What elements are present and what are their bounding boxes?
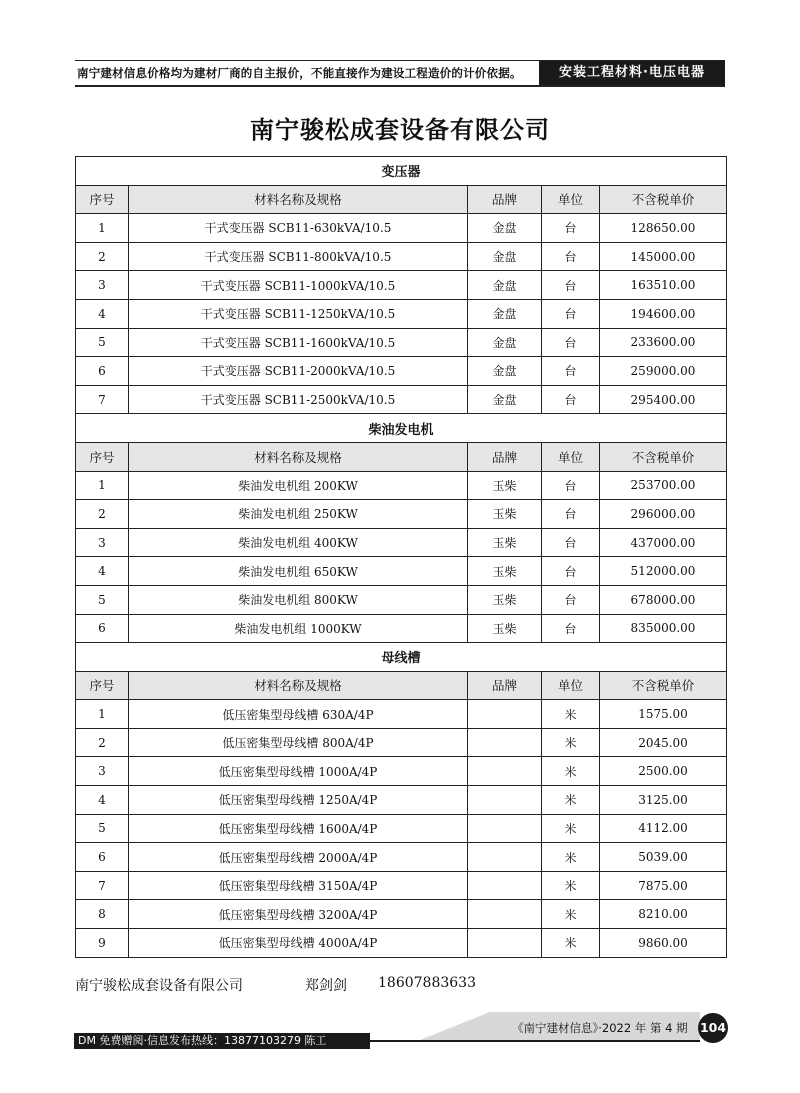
table-row [76,585,727,614]
price-notice: 南宁建材信息价格均为建材厂商的自主报价，不能直接作为建设工程造价的计价依据。 [77,66,522,80]
column-header-name-spec: 材料名称及规格 [129,185,468,214]
cell-brand: 玉柴 [468,557,542,586]
bottom-rule [370,1040,700,1042]
cell-brand [468,929,542,958]
column-header-row [76,442,727,471]
cell-index: 5 [76,328,129,357]
cell-price: 128650.00 [600,214,727,243]
column-header-price: 不含税单价 [600,185,727,214]
column-header-row [76,185,727,214]
section-header [76,643,727,672]
company-title: 南宁骏松成套设备有限公司 [250,116,550,144]
cell-price: 8210.00 [600,900,727,929]
cell-unit: 台 [542,585,600,614]
cell-name-spec: 低压密集型母线槽 1000A/4P [129,757,468,786]
table-row [76,271,727,300]
cell-name-spec: 干式变压器 SCB11-1000kVA/10.5 [129,271,468,300]
cell-brand: 金盘 [468,385,542,414]
cell-brand: 玉柴 [468,471,542,500]
cell-index: 3 [76,528,129,557]
cell-brand [468,757,542,786]
cell-index: 2 [76,728,129,757]
cell-brand [468,786,542,815]
cell-brand: 金盘 [468,214,542,243]
cell-price: 145000.00 [600,242,727,271]
cell-price: 512000.00 [600,557,727,586]
cell-brand: 金盘 [468,299,542,328]
cell-index: 4 [76,299,129,328]
footer-company: 南宁骏松成套设备有限公司 [75,978,243,994]
cell-unit: 台 [542,471,600,500]
cell-unit: 米 [542,700,600,729]
cell-unit: 米 [542,786,600,815]
table-row [76,700,727,729]
column-header-brand: 品牌 [468,671,542,700]
cell-name-spec: 柴油发电机组 1000KW [129,614,468,643]
cell-unit: 台 [542,271,600,300]
cell-brand: 玉柴 [468,500,542,529]
cell-index: 4 [76,557,129,586]
cell-unit: 米 [542,929,600,958]
top-banner [75,60,725,87]
cell-brand [468,900,542,929]
cell-unit: 台 [542,557,600,586]
table-row [76,814,727,843]
cell-name-spec: 柴油发电机组 400KW [129,528,468,557]
cell-unit: 台 [542,614,600,643]
cell-brand: 金盘 [468,242,542,271]
cell-brand: 金盘 [468,328,542,357]
column-header-index: 序号 [76,185,129,214]
cell-brand [468,814,542,843]
cell-unit: 台 [542,328,600,357]
column-header-unit: 单位 [542,671,600,700]
cell-index: 6 [76,843,129,872]
cell-unit: 米 [542,814,600,843]
cell-price: 7875.00 [600,871,727,900]
cell-index: 2 [76,500,129,529]
cell-unit: 台 [542,242,600,271]
journal-issue: 《南宁建材信息》·2022 年 第 4 期 [512,1021,688,1035]
column-header-brand: 品牌 [468,185,542,214]
cell-unit: 米 [542,728,600,757]
cell-unit: 米 [542,871,600,900]
cell-name-spec: 干式变压器 SCB11-800kVA/10.5 [129,242,468,271]
table-row [76,528,727,557]
cell-name-spec: 柴油发电机组 250KW [129,500,468,529]
cell-price: 3125.00 [600,786,727,815]
table-row [76,242,727,271]
cell-name-spec: 低压密集型母线槽 4000A/4P [129,929,468,958]
column-header-price: 不含税单价 [600,442,727,471]
table-row [76,757,727,786]
column-header-index: 序号 [76,442,129,471]
cell-index: 5 [76,814,129,843]
cell-price: 678000.00 [600,585,727,614]
cell-index: 3 [76,757,129,786]
cell-price: 233600.00 [600,328,727,357]
cell-brand: 玉柴 [468,528,542,557]
column-header-price: 不含税单价 [600,671,727,700]
cell-name-spec: 低压密集型母线槽 1250A/4P [129,786,468,815]
page-number: 104 [698,1013,728,1043]
cell-index: 9 [76,929,129,958]
cell-name-spec: 低压密集型母线槽 3200A/4P [129,900,468,929]
table-row [76,328,727,357]
cell-brand [468,843,542,872]
cell-unit: 米 [542,843,600,872]
table-row [76,929,727,958]
table-row [76,500,727,529]
cell-brand: 金盘 [468,271,542,300]
cell-unit: 米 [542,900,600,929]
column-header-unit: 单位 [542,185,600,214]
footer-contact-name: 郑剑剑 [305,978,347,994]
cell-unit: 台 [542,528,600,557]
cell-price: 2500.00 [600,757,727,786]
cell-brand [468,728,542,757]
cell-name-spec: 低压密集型母线槽 2000A/4P [129,843,468,872]
cell-unit: 台 [542,299,600,328]
cell-index: 1 [76,700,129,729]
hotline-strip: DM 免费赠阅·信息发布热线：13877103279 陈工 [74,1033,370,1049]
table-row [76,871,727,900]
cell-price: 4112.00 [600,814,727,843]
table-row [76,357,727,386]
price-table [75,156,727,958]
cell-brand: 金盘 [468,357,542,386]
cell-name-spec: 干式变压器 SCB11-630kVA/10.5 [129,214,468,243]
cell-brand: 玉柴 [468,614,542,643]
table-row [76,214,727,243]
table-row [76,728,727,757]
cell-unit: 米 [542,757,600,786]
cell-price: 259000.00 [600,357,727,386]
cell-index: 4 [76,786,129,815]
cell-name-spec: 低压密集型母线槽 630A/4P [129,700,468,729]
cell-name-spec: 干式变压器 SCB11-2500kVA/10.5 [129,385,468,414]
cell-index: 8 [76,900,129,929]
cell-brand [468,871,542,900]
section-title: 母线槽 [76,643,727,672]
column-header-name-spec: 材料名称及规格 [129,671,468,700]
table-row [76,557,727,586]
section-title: 变压器 [76,157,727,186]
cell-unit: 台 [542,500,600,529]
table-row [76,471,727,500]
cell-index: 7 [76,385,129,414]
cell-price: 835000.00 [600,614,727,643]
cell-name-spec: 柴油发电机组 200KW [129,471,468,500]
section-title: 柴油发电机 [76,414,727,443]
column-header-row [76,671,727,700]
cell-price: 194600.00 [600,299,727,328]
table-row [76,385,727,414]
cell-brand: 玉柴 [468,585,542,614]
cell-index: 1 [76,214,129,243]
table-row [76,843,727,872]
table-row [76,900,727,929]
cell-price: 163510.00 [600,271,727,300]
table-row [76,614,727,643]
cell-name-spec: 干式变压器 SCB11-2000kVA/10.5 [129,357,468,386]
section-header [76,157,727,186]
cell-index: 1 [76,471,129,500]
column-header-name-spec: 材料名称及规格 [129,442,468,471]
cell-index: 3 [76,271,129,300]
cell-index: 6 [76,357,129,386]
column-header-unit: 单位 [542,442,600,471]
cell-price: 2045.00 [600,728,727,757]
cell-index: 7 [76,871,129,900]
cell-price: 295400.00 [600,385,727,414]
section-header [76,414,727,443]
cell-unit: 台 [542,385,600,414]
footer-phone: 18607883633 [378,975,476,991]
cell-name-spec: 干式变压器 SCB11-1600kVA/10.5 [129,328,468,357]
cell-name-spec: 低压密集型母线槽 1600A/4P [129,814,468,843]
category-tag: 安装工程材料·电压电器 [539,61,725,85]
column-header-brand: 品牌 [468,442,542,471]
cell-price: 5039.00 [600,843,727,872]
cell-unit: 台 [542,357,600,386]
cell-price: 253700.00 [600,471,727,500]
cell-unit: 台 [542,214,600,243]
cell-price: 437000.00 [600,528,727,557]
cell-price: 1575.00 [600,700,727,729]
cell-index: 6 [76,614,129,643]
table-row [76,299,727,328]
cell-name-spec: 柴油发电机组 650KW [129,557,468,586]
cell-name-spec: 干式变压器 SCB11-1250kVA/10.5 [129,299,468,328]
cell-price: 296000.00 [600,500,727,529]
cell-index: 2 [76,242,129,271]
cell-name-spec: 柴油发电机组 800KW [129,585,468,614]
cell-name-spec: 低压密集型母线槽 800A/4P [129,728,468,757]
cell-index: 5 [76,585,129,614]
cell-price: 9860.00 [600,929,727,958]
cell-brand [468,700,542,729]
table-row [76,786,727,815]
column-header-index: 序号 [76,671,129,700]
cell-name-spec: 低压密集型母线槽 3150A/4P [129,871,468,900]
